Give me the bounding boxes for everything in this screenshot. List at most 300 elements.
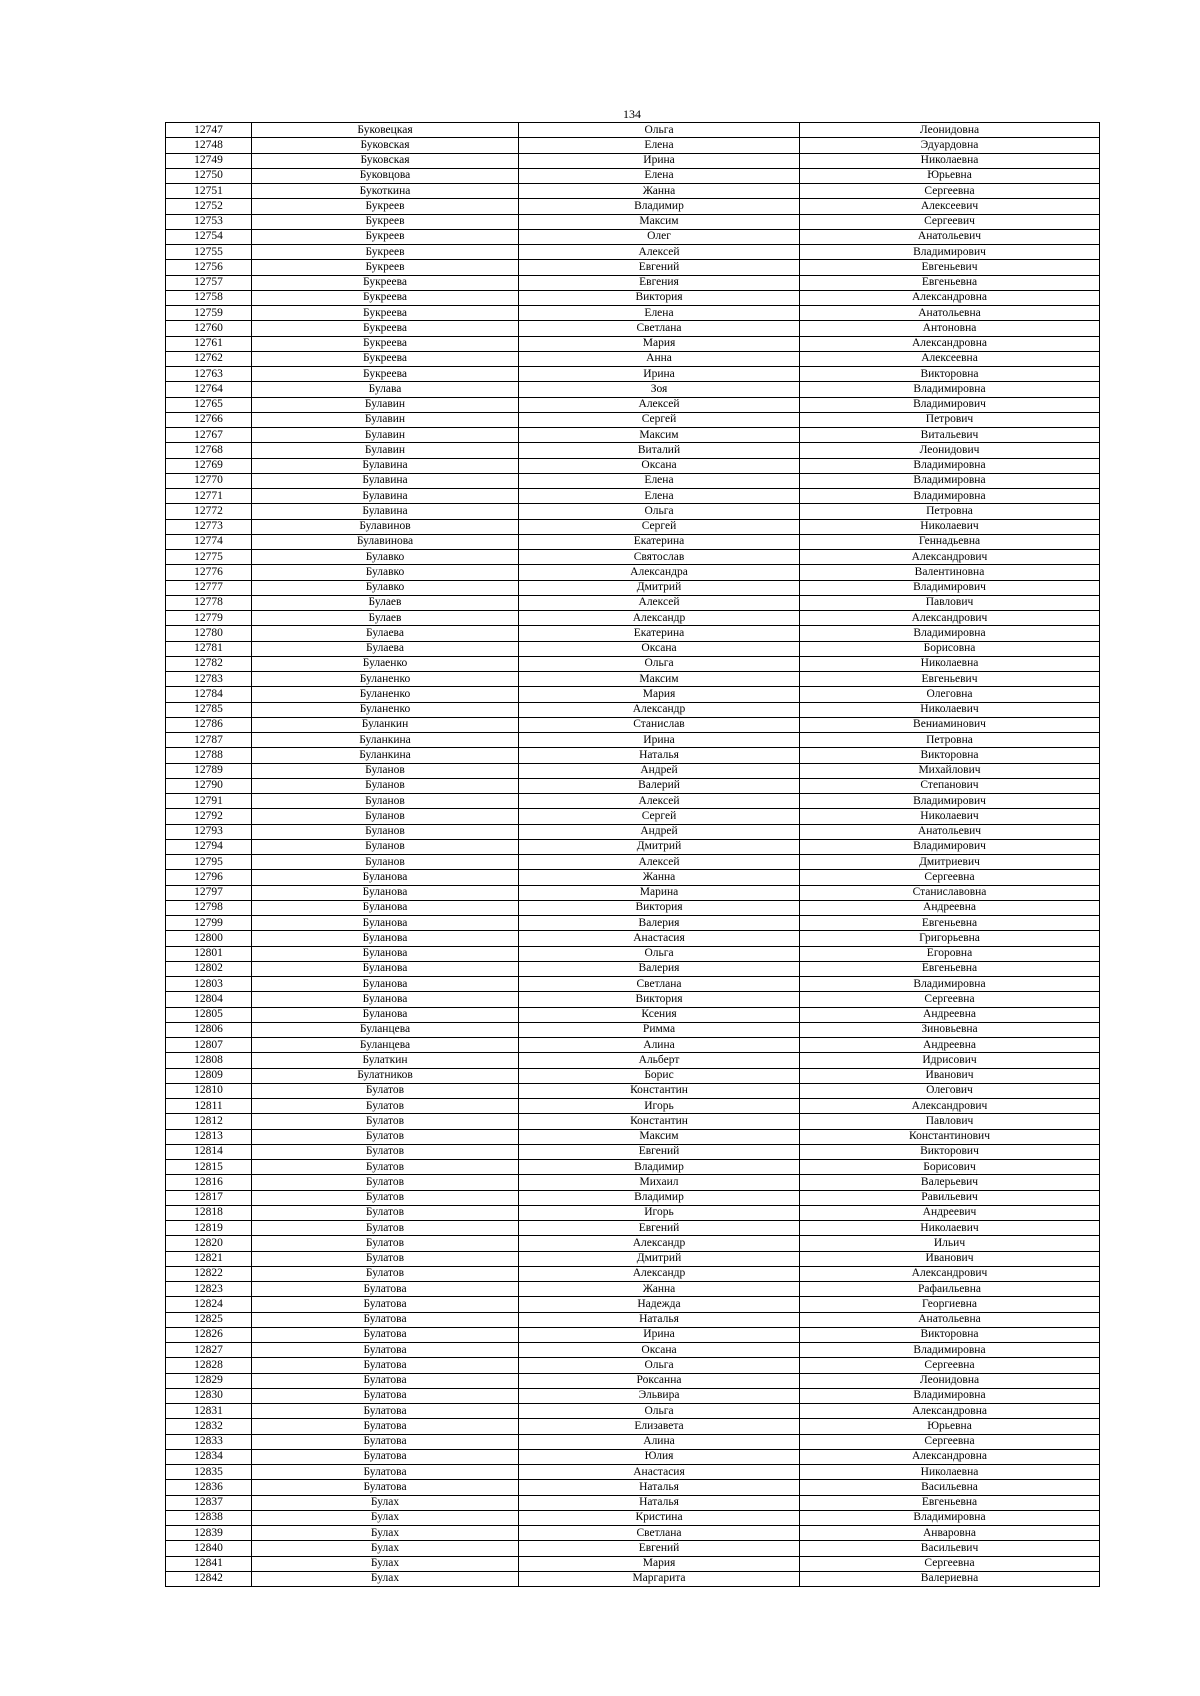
table-row [166,1556,1100,1571]
first-name-cell: Алина [519,1038,800,1053]
first-name-cell: Елена [519,473,800,488]
patronymic-cell: Петровна [800,504,1100,519]
first-name-cell: Борис [519,1068,800,1083]
surname-cell: Булах [252,1510,519,1525]
patronymic-cell: Васильевич [800,1541,1100,1556]
surname-cell: Булатов [252,1083,519,1098]
surname-cell: Буланов [252,824,519,839]
surname-cell: Букреев [252,199,519,214]
surname-cell: Булатова [252,1327,519,1342]
first-name-cell: Олег [519,229,800,244]
record-number-cell: 12781 [166,641,252,656]
surname-cell: Буланова [252,931,519,946]
first-name-cell: Светлана [519,321,800,336]
surname-cell: Буланова [252,961,519,976]
record-number-cell: 12796 [166,870,252,885]
table-row [166,885,1100,900]
surname-cell: Булаенко [252,656,519,671]
patronymic-cell: Андреевна [800,1038,1100,1053]
record-number-cell: 12779 [166,611,252,626]
patronymic-cell: Владимировна [800,489,1100,504]
table-row [166,138,1100,153]
record-number-cell: 12787 [166,733,252,748]
first-name-cell: Валерия [519,916,800,931]
first-name-cell: Виктория [519,290,800,305]
surname-cell: Буланенко [252,687,519,702]
table-row [166,397,1100,412]
patronymic-cell: Владимировна [800,1388,1100,1403]
first-name-cell: Мария [519,336,800,351]
record-number-cell: 12753 [166,214,252,229]
record-number-cell: 12756 [166,260,252,275]
table-row [166,961,1100,976]
surname-cell: Буланова [252,992,519,1007]
record-number-cell: 12837 [166,1495,252,1510]
surname-cell: Булаева [252,626,519,641]
first-name-cell: Ольга [519,656,800,671]
table-row [166,443,1100,458]
surname-cell: Булах [252,1526,519,1541]
patronymic-cell: Борисовна [800,641,1100,656]
first-name-cell: Елена [519,168,800,183]
first-name-cell: Марина [519,885,800,900]
table-row [166,946,1100,961]
record-number-cell: 12775 [166,550,252,565]
record-number-cell: 12808 [166,1053,252,1068]
patronymic-cell: Сергеевна [800,992,1100,1007]
surname-cell: Букоткина [252,184,519,199]
patronymic-cell: Антоновна [800,321,1100,336]
table-row [166,1449,1100,1464]
patronymic-cell: Николаевич [800,519,1100,534]
table-row [166,1129,1100,1144]
first-name-cell: Максим [519,214,800,229]
table-row [166,595,1100,610]
surname-cell: Булатов [252,1129,519,1144]
surname-cell: Буланов [252,809,519,824]
first-name-cell: Виктория [519,992,800,1007]
table-row [166,184,1100,199]
surname-cell: Букреева [252,336,519,351]
patronymic-cell: Васильевна [800,1480,1100,1495]
patronymic-cell: Борисович [800,1160,1100,1175]
surname-cell: Булаев [252,595,519,610]
record-number-cell: 12828 [166,1358,252,1373]
record-number-cell: 12755 [166,245,252,260]
surname-cell: Булатова [252,1480,519,1495]
patronymic-cell: Степанович [800,778,1100,793]
surname-cell: Буланова [252,977,519,992]
first-name-cell: Елена [519,306,800,321]
table-row [166,321,1100,336]
surname-cell: Булах [252,1571,519,1586]
record-number-cell: 12786 [166,717,252,732]
patronymic-cell: Равильевич [800,1190,1100,1205]
record-number-cell: 12773 [166,519,252,534]
record-number-cell: 12825 [166,1312,252,1327]
first-name-cell: Анастасия [519,1465,800,1480]
table-row [166,306,1100,321]
surname-cell: Булавина [252,489,519,504]
record-number-cell: 12804 [166,992,252,1007]
patronymic-cell: Петровна [800,733,1100,748]
surname-cell: Булатов [252,1266,519,1281]
patronymic-cell: Валерьевич [800,1175,1100,1190]
record-number-cell: 12821 [166,1251,252,1266]
first-name-cell: Алина [519,1434,800,1449]
first-name-cell: Сергей [519,412,800,427]
table-row [166,809,1100,824]
surname-cell: Булатов [252,1160,519,1175]
surname-cell: Булавина [252,504,519,519]
patronymic-cell: Викторовна [800,1327,1100,1342]
record-number-cell: 12795 [166,855,252,870]
first-name-cell: Александр [519,611,800,626]
table-row [166,1053,1100,1068]
record-number-cell: 12770 [166,473,252,488]
record-number-cell: 12833 [166,1434,252,1449]
first-name-cell: Екатерина [519,534,800,549]
first-name-cell: Валерия [519,961,800,976]
surname-cell: Буланов [252,839,519,854]
table-row [166,367,1100,382]
first-name-cell: Максим [519,1129,800,1144]
table-row [166,1099,1100,1114]
record-number-cell: 12823 [166,1282,252,1297]
record-number-cell: 12806 [166,1022,252,1037]
table-row [166,1571,1100,1586]
first-name-cell: Алексей [519,595,800,610]
record-number-cell: 12750 [166,168,252,183]
record-number-cell: 12827 [166,1343,252,1358]
table-row [166,855,1100,870]
surname-cell: Булатов [252,1205,519,1220]
record-number-cell: 12803 [166,977,252,992]
patronymic-cell: Анатольевич [800,229,1100,244]
surname-cell: Булавко [252,580,519,595]
first-name-cell: Максим [519,672,800,687]
table-row [166,1495,1100,1510]
first-name-cell: Ольга [519,946,800,961]
patronymic-cell: Викторович [800,1144,1100,1159]
patronymic-cell: Николаевна [800,1465,1100,1480]
record-number-cell: 12760 [166,321,252,336]
record-number-cell: 12791 [166,794,252,809]
names-table [165,122,1100,1587]
record-number-cell: 12788 [166,748,252,763]
patronymic-cell: Иванович [800,1251,1100,1266]
first-name-cell: Роксанна [519,1373,800,1388]
first-name-cell: Ирина [519,153,800,168]
record-number-cell: 12776 [166,565,252,580]
surname-cell: Булах [252,1541,519,1556]
record-number-cell: 12815 [166,1160,252,1175]
surname-cell: Буланцева [252,1022,519,1037]
record-number-cell: 12761 [166,336,252,351]
record-number-cell: 12754 [166,229,252,244]
surname-cell: Булавина [252,473,519,488]
patronymic-cell: Ильич [800,1236,1100,1251]
surname-cell: Буланенко [252,702,519,717]
patronymic-cell: Николаевна [800,153,1100,168]
surname-cell: Буланов [252,855,519,870]
record-number-cell: 12817 [166,1190,252,1205]
patronymic-cell: Сергеевна [800,1556,1100,1571]
table-row [166,1190,1100,1205]
surname-cell: Булавин [252,428,519,443]
first-name-cell: Евгений [519,1541,800,1556]
table-row [166,1205,1100,1220]
patronymic-cell: Владимировна [800,977,1100,992]
patronymic-cell: Олеговна [800,687,1100,702]
record-number-cell: 12763 [166,367,252,382]
table-row [166,1358,1100,1373]
record-number-cell: 12810 [166,1083,252,1098]
surname-cell: Булатова [252,1404,519,1419]
record-number-cell: 12767 [166,428,252,443]
first-name-cell: Александр [519,1236,800,1251]
first-name-cell: Виктория [519,900,800,915]
first-name-cell: Екатерина [519,626,800,641]
patronymic-cell: Владимировна [800,382,1100,397]
record-number-cell: 12820 [166,1236,252,1251]
table-row [166,977,1100,992]
patronymic-cell: Викторовна [800,748,1100,763]
first-name-cell: Александр [519,702,800,717]
table-row [166,1068,1100,1083]
patronymic-cell: Михайлович [800,763,1100,778]
surname-cell: Булатников [252,1068,519,1083]
surname-cell: Булавина [252,458,519,473]
surname-cell: Буланова [252,885,519,900]
record-number-cell: 12813 [166,1129,252,1144]
patronymic-cell: Евгеньевна [800,961,1100,976]
patronymic-cell: Викторовна [800,367,1100,382]
table-row [166,580,1100,595]
table-row [166,382,1100,397]
surname-cell: Буланов [252,763,519,778]
surname-cell: Булавин [252,412,519,427]
table-row [166,214,1100,229]
table-row [166,1388,1100,1403]
first-name-cell: Елена [519,489,800,504]
patronymic-cell: Владимирович [800,245,1100,260]
record-number-cell: 12832 [166,1419,252,1434]
record-number-cell: 12807 [166,1038,252,1053]
patronymic-cell: Алексеевна [800,351,1100,366]
first-name-cell: Сергей [519,519,800,534]
patronymic-cell: Вениаминович [800,717,1100,732]
surname-cell: Булаткин [252,1053,519,1068]
surname-cell: Булатова [252,1419,519,1434]
first-name-cell: Елизавета [519,1419,800,1434]
patronymic-cell: Петрович [800,412,1100,427]
patronymic-cell: Станиславовна [800,885,1100,900]
first-name-cell: Светлана [519,977,800,992]
table-row [166,1282,1100,1297]
table-row [166,123,1100,138]
patronymic-cell: Владимировна [800,458,1100,473]
table-row [166,763,1100,778]
table-row [166,1404,1100,1419]
record-number-cell: 12758 [166,290,252,305]
first-name-cell: Наталья [519,1312,800,1327]
table-row [166,1160,1100,1175]
table-row [166,778,1100,793]
first-name-cell: Оксана [519,641,800,656]
record-number-cell: 12762 [166,351,252,366]
first-name-cell: Ирина [519,733,800,748]
table-row [166,794,1100,809]
record-number-cell: 12818 [166,1205,252,1220]
first-name-cell: Сергей [519,809,800,824]
record-number-cell: 12794 [166,839,252,854]
patronymic-cell: Анатольевна [800,306,1100,321]
record-number-cell: 12759 [166,306,252,321]
surname-cell: Булавко [252,550,519,565]
table-row [166,1251,1100,1266]
first-name-cell: Ксения [519,1007,800,1022]
patronymic-cell: Николаевич [800,702,1100,717]
first-name-cell: Алексей [519,855,800,870]
patronymic-cell: Александровна [800,1404,1100,1419]
surname-cell: Булатов [252,1099,519,1114]
first-name-cell: Святослав [519,550,800,565]
first-name-cell: Эльвира [519,1388,800,1403]
surname-cell: Булатова [252,1449,519,1464]
surname-cell: Букреев [252,260,519,275]
patronymic-cell: Егоровна [800,946,1100,961]
patronymic-cell: Леонидовна [800,1373,1100,1388]
first-name-cell: Александра [519,565,800,580]
surname-cell: Буланова [252,900,519,915]
table-row [166,687,1100,702]
surname-cell: Булатова [252,1434,519,1449]
table-row [166,412,1100,427]
table-row [166,1373,1100,1388]
record-number-cell: 12812 [166,1114,252,1129]
table-row [166,611,1100,626]
table-row [166,1297,1100,1312]
surname-cell: Булатов [252,1251,519,1266]
first-name-cell: Зоя [519,382,800,397]
first-name-cell: Наталья [519,748,800,763]
surname-cell: Букреев [252,229,519,244]
table-row [166,1083,1100,1098]
surname-cell: Буланова [252,1007,519,1022]
first-name-cell: Игорь [519,1205,800,1220]
record-number-cell: 12798 [166,900,252,915]
first-name-cell: Елена [519,138,800,153]
patronymic-cell: Евгеньевич [800,260,1100,275]
record-number-cell: 12783 [166,672,252,687]
record-number-cell: 12839 [166,1526,252,1541]
patronymic-cell: Григорьевна [800,931,1100,946]
record-number-cell: 12780 [166,626,252,641]
record-number-cell: 12811 [166,1099,252,1114]
record-number-cell: 12800 [166,931,252,946]
table-row [166,1541,1100,1556]
surname-cell: Булатов [252,1190,519,1205]
record-number-cell: 12772 [166,504,252,519]
first-name-cell: Михаил [519,1175,800,1190]
record-number-cell: 12782 [166,656,252,671]
patronymic-cell: Владимирович [800,839,1100,854]
first-name-cell: Ольга [519,123,800,138]
surname-cell: Букреев [252,245,519,260]
table-row [166,534,1100,549]
record-number-cell: 12816 [166,1175,252,1190]
table-row [166,275,1100,290]
surname-cell: Булавин [252,443,519,458]
surname-cell: Булаев [252,611,519,626]
table-row [166,1022,1100,1037]
record-number-cell: 12774 [166,534,252,549]
record-number-cell: 12752 [166,199,252,214]
table-row [166,260,1100,275]
record-number-cell: 12830 [166,1388,252,1403]
surname-cell: Булатов [252,1221,519,1236]
first-name-cell: Ольга [519,1404,800,1419]
record-number-cell: 12805 [166,1007,252,1022]
table-row [166,672,1100,687]
table-row [166,870,1100,885]
patronymic-cell: Анваровна [800,1526,1100,1541]
table-row [166,458,1100,473]
first-name-cell: Алексей [519,794,800,809]
patronymic-cell: Владимирович [800,580,1100,595]
surname-cell: Булавко [252,565,519,580]
record-number-cell: 12829 [166,1373,252,1388]
record-number-cell: 12778 [166,595,252,610]
record-number-cell: 12836 [166,1480,252,1495]
patronymic-cell: Евгеньевна [800,1495,1100,1510]
patronymic-cell: Зиновьевна [800,1022,1100,1037]
record-number-cell: 12824 [166,1297,252,1312]
record-number-cell: 12789 [166,763,252,778]
table-row [166,473,1100,488]
first-name-cell: Владимир [519,199,800,214]
patronymic-cell: Леонидович [800,443,1100,458]
record-number-cell: 12826 [166,1327,252,1342]
table-row [166,992,1100,1007]
table-row [166,351,1100,366]
surname-cell: Булавинова [252,534,519,549]
patronymic-cell: Рафаильевна [800,1282,1100,1297]
record-number-cell: 12835 [166,1465,252,1480]
first-name-cell: Константин [519,1114,800,1129]
first-name-cell: Алексей [519,397,800,412]
patronymic-cell: Николаевич [800,1221,1100,1236]
table-row [166,199,1100,214]
surname-cell: Буланова [252,946,519,961]
table-row [166,1175,1100,1190]
table-row [166,1114,1100,1129]
table-row [166,153,1100,168]
table-row [166,168,1100,183]
surname-cell: Булатов [252,1175,519,1190]
page-number: 134 [623,107,641,121]
patronymic-cell: Владимирович [800,794,1100,809]
patronymic-cell: Валериевна [800,1571,1100,1586]
surname-cell: Буланцева [252,1038,519,1053]
table-row [166,717,1100,732]
patronymic-cell: Сергеевна [800,1434,1100,1449]
first-name-cell: Андрей [519,824,800,839]
first-name-cell: Дмитрий [519,580,800,595]
first-name-cell: Ольга [519,504,800,519]
table-row [166,916,1100,931]
